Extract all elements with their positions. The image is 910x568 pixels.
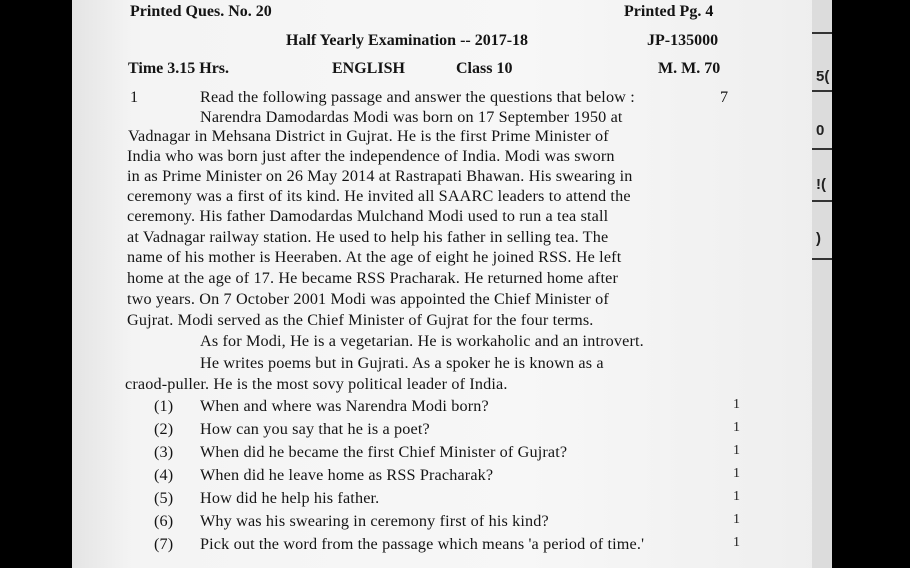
passage-line: craod-puller. He is the most sovy political leader of India. <box>125 375 508 393</box>
passage-line: He writes poems but in Gujrati. As a spoker he is known as a <box>200 354 604 372</box>
exam-title: Half Yearly Examination -- 2017-18 <box>286 32 529 49</box>
adjacent-page-fragment: 0 <box>816 122 825 139</box>
passage-line: at Vadnagar railway station. He used to help his father in selling tea. The <box>127 228 609 246</box>
paper-code: JP-135000 <box>647 32 719 49</box>
passage-line: Narendra Damodardas Modi was born on 17 September 1950 at <box>200 108 623 126</box>
sub-question-mark: 1 <box>733 489 740 504</box>
sub-question-number: (7) <box>154 535 174 553</box>
adjacent-page-rule <box>812 258 832 260</box>
passage-line: two years. On 7 October 2001 Modi was appointed the Chief Minister of <box>127 290 609 308</box>
sub-question-text: How can you say that he is a poet? <box>200 420 430 438</box>
adjacent-page-fragment: ) <box>816 230 821 247</box>
exam-paper <box>72 0 830 568</box>
sub-question-mark: 1 <box>733 443 740 458</box>
adjacent-page-fragment: 5( <box>816 68 830 85</box>
sub-question-text: Why was his swearing in ceremony first of his kind? <box>200 512 549 530</box>
passage-line: Gujrat. Modi served as the Chief Minister of Gujrat for the four terms. <box>127 311 594 329</box>
sub-question-number: (6) <box>154 512 174 530</box>
sub-question-text: When did he leave home as RSS Pracharak? <box>200 466 494 484</box>
sub-question-text: How did he help his father. <box>200 489 380 507</box>
sub-question-mark: 1 <box>733 420 740 435</box>
passage-line: ceremony was a first of its kind. He invited all SAARC leaders to attend the <box>127 187 631 205</box>
sub-question-number: (3) <box>154 443 174 461</box>
printed-pages-label: Printed Pg. 4 <box>624 3 714 20</box>
question-number: 1 <box>130 88 139 106</box>
adjacent-page-rule <box>812 32 832 34</box>
question-instruction: Read the following passage and answer the questions that below : <box>200 88 635 106</box>
passage-line: home at the age of 17. He became RSS Pracharak. He returned home after <box>127 269 618 287</box>
sub-question-mark: 1 <box>733 535 740 550</box>
adjacent-page-rule <box>812 148 832 150</box>
sub-question-mark: 1 <box>733 512 740 527</box>
question-marks: 7 <box>720 88 729 106</box>
sub-question-number: (5) <box>154 489 174 507</box>
passage-line: India who was born just after the independence of India. Modi was sworn <box>127 147 615 165</box>
sub-question-mark: 1 <box>733 466 740 481</box>
adjacent-page-rule <box>812 200 832 202</box>
passage-line: ceremony. His father Damodardas Mulchand Modi used to run a tea stall <box>127 207 609 225</box>
sub-question-text: When and where was Narendra Modi born? <box>200 397 489 415</box>
sub-question-number: (2) <box>154 420 174 438</box>
sub-question-number: (1) <box>154 397 174 415</box>
class-label: Class 10 <box>456 60 513 77</box>
passage-line: As for Modi, He is a vegetarian. He is workaholic and an introvert. <box>200 332 644 350</box>
max-marks-label: M. M. 70 <box>658 60 721 77</box>
time-label: Time 3.15 Hrs. <box>128 60 230 77</box>
passage-line: Vadnagar in Mehsana District in Gujrat. He is the first Prime Minister of <box>128 127 609 145</box>
adjacent-page-rule <box>812 90 832 92</box>
question-number-label: Printed Ques. No. 20 <box>130 3 272 20</box>
sub-question-text: Pick out the word from the passage which means 'a period of time.' <box>200 535 645 553</box>
adjacent-page-edge <box>812 0 832 568</box>
sub-question-mark: 1 <box>733 397 740 412</box>
sub-question-text: When did he became the first Chief Minister of Gujrat? <box>200 443 568 461</box>
sub-question-number: (4) <box>154 466 174 484</box>
passage-line: name of his mother is Heeraben. At the age of eight he joined RSS. He left <box>127 248 622 266</box>
passage-line: in as Prime Minister on 26 May 2014 at Rastrapati Bhawan. His swearing in <box>127 167 633 185</box>
subject-label: ENGLISH <box>332 60 405 77</box>
adjacent-page-fragment: !( <box>816 176 826 193</box>
